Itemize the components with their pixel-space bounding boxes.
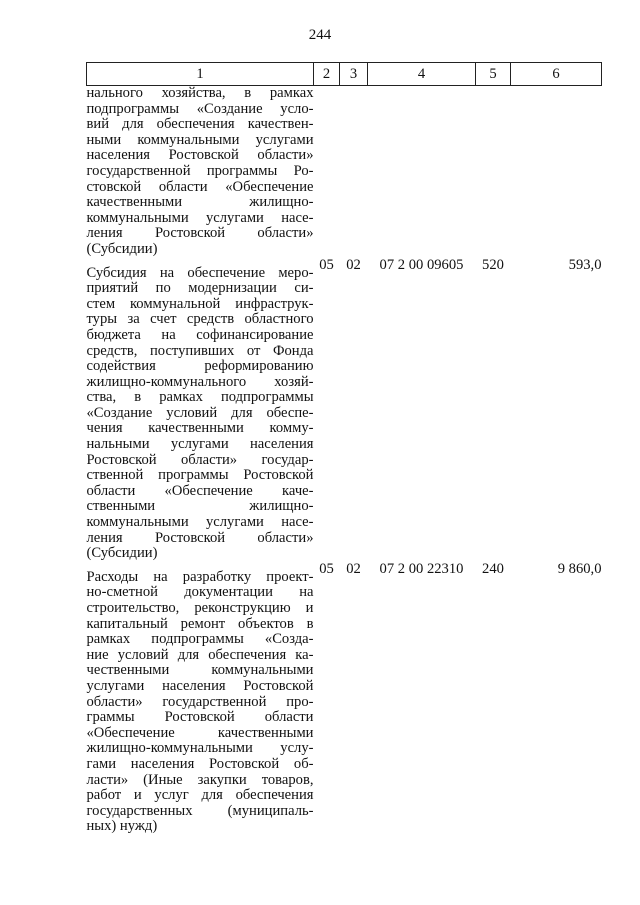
description-line: государственных (муниципаль-	[86, 802, 314, 819]
description-line: нального хозяйства, в рамках	[86, 85, 314, 101]
description-line: ления Ростовской области»	[86, 225, 314, 242]
target-article-code	[368, 86, 476, 258]
description-line: (Субсидии)	[86, 545, 158, 562]
row-description	[87, 562, 314, 835]
section-code: 05	[319, 560, 334, 577]
section-code: 05	[319, 256, 334, 273]
description-line: области» государственной про-	[86, 693, 314, 710]
description-line: Ростовской области» государ-	[86, 451, 314, 468]
column-header: 4	[368, 63, 476, 86]
description-line: Расходы на разработку проект-	[86, 568, 314, 585]
description-line: стем коммунальной инфраструк-	[86, 295, 314, 312]
target-article-code: 07 2 00 09605	[379, 256, 464, 273]
subsection-code: 02	[346, 256, 361, 273]
section-code	[314, 86, 340, 258]
subsection-code	[340, 86, 368, 258]
description-line: нальными услугами населения	[86, 436, 314, 453]
amount	[511, 86, 602, 258]
description-line: граммы Ростовской области	[86, 709, 314, 726]
description-line: «Обеспечение качественными	[86, 724, 314, 741]
column-header: 6	[511, 63, 602, 86]
description-line: коммунальными услугами насе-	[86, 209, 314, 226]
expense-type-code: 240	[482, 560, 504, 577]
description-line: ласти» (Иные закупки товаров,	[86, 771, 314, 788]
description-line: содействия реформированию	[86, 358, 314, 375]
description-line: государственной программы Ро-	[86, 162, 314, 179]
expense-type-code	[476, 86, 511, 258]
description-line: чения качественными комму-	[86, 420, 314, 437]
description-line: рамках подпрограммы «Созда-	[86, 631, 314, 648]
description-line: приятий по модернизации си-	[86, 280, 314, 297]
description-line: «Создание условий для обеспе-	[86, 404, 314, 421]
description-line: вий для обеспечения качествен-	[86, 116, 314, 133]
row-description	[87, 258, 314, 562]
description-line: жилищно-коммунальными услу-	[86, 740, 314, 757]
description-line: ства, в рамках подпрограммы	[86, 389, 314, 406]
description-line: услугами населения Ростовской	[86, 677, 314, 694]
page-number: 244	[308, 27, 332, 43]
description-line: жилищно-коммунального хозяй-	[86, 373, 314, 390]
description-line: стовской области «Обеспечение	[86, 178, 314, 195]
description-line: Субсидия на обеспечение меро-	[86, 264, 314, 281]
description-line: качественными жилищно-	[86, 194, 314, 211]
description-line: но-сметной документации на	[86, 584, 314, 601]
budget-table	[86, 62, 602, 835]
description-line: строительство, реконструкцию и	[86, 600, 314, 616]
description-line: коммунальными услугами насе-	[86, 514, 314, 531]
description-line: бюджета на софинансирование	[86, 326, 314, 343]
description-line: ственной программы Ростовской	[86, 467, 314, 484]
description-line: ления Ростовской области»	[86, 529, 314, 546]
description-line: ственными жилищно-	[86, 498, 314, 515]
table-row	[87, 86, 602, 258]
header-row	[87, 63, 602, 86]
expense-type-code: 520	[482, 256, 504, 273]
description-line: подпрограммы «Создание усло-	[86, 100, 314, 117]
row-description	[87, 86, 314, 258]
column-header: 2	[314, 63, 340, 86]
description-line: области «Обеспечение каче-	[86, 482, 314, 499]
target-article-code: 07 2 00 22310	[379, 560, 464, 577]
description-line: населения Ростовской области»	[86, 147, 314, 164]
description-line: средств, поступивших от Фонда	[86, 342, 314, 359]
column-header: 3	[340, 63, 368, 86]
description-line: капитальный ремонт объектов в	[86, 615, 314, 632]
description-line: чественными коммунальными	[86, 662, 314, 679]
table-row	[87, 562, 602, 835]
amount: 593,0	[568, 256, 602, 273]
description-line: (Субсидии)	[86, 240, 158, 257]
column-header: 1	[87, 63, 314, 86]
description-line: ние условий для обеспечения ка-	[86, 646, 314, 663]
amount: 9 860,0	[557, 560, 602, 577]
table-row	[87, 258, 602, 562]
description-line: туры за счет средств областного	[86, 311, 314, 328]
column-header: 5	[476, 63, 511, 86]
description-line: ных) нужд)	[86, 818, 158, 835]
subsection-code: 02	[346, 560, 361, 577]
description-line: ными коммунальными услугами	[86, 131, 314, 148]
description-line: гами населения Ростовской об-	[86, 755, 314, 772]
description-line: работ и услуг для обеспечения	[86, 787, 314, 804]
